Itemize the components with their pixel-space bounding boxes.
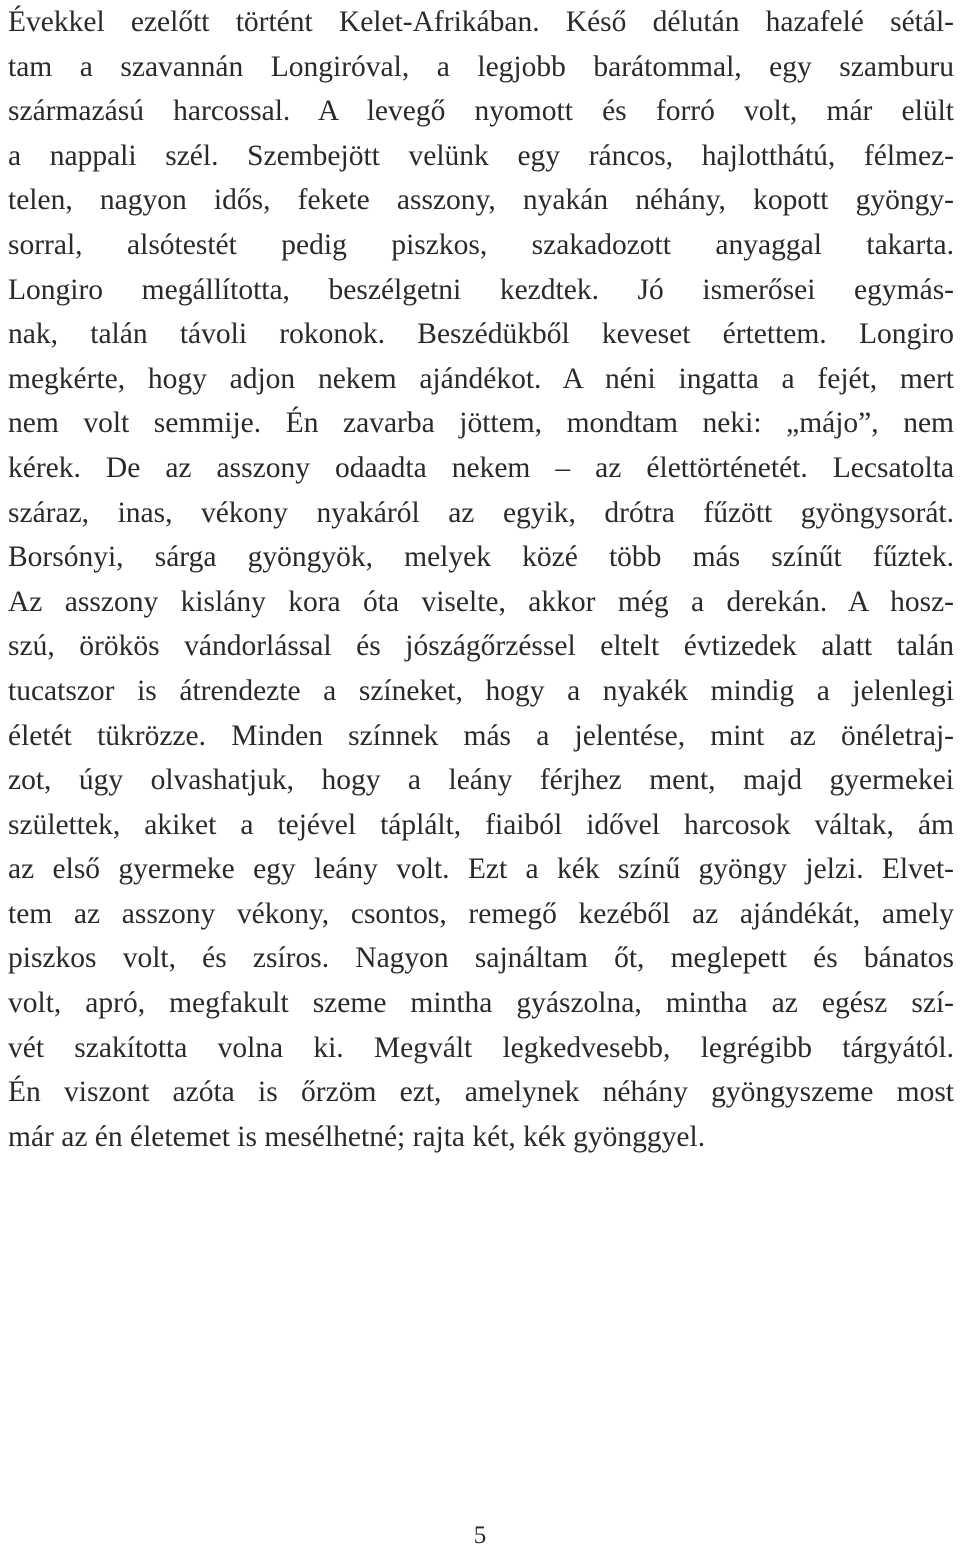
- text-line: Longiro megállította, beszélgetni kezdtek. Jó ismerősei egymás-: [8, 273, 954, 306]
- text-line: kérek. De az asszony odaadta nekem – az élettörténetét. Lecsatolta: [8, 451, 954, 484]
- text-line: születtek, akiket a tejével táplált, fiaiból idővel harcosok váltak, ám: [8, 808, 954, 841]
- text-line: nem volt semmije. Én zavarba jöttem, mondtam neki: „májo”, nem: [8, 407, 954, 440]
- text-line: zot, úgy olvashatjuk, hogy a leány férjhez ment, majd gyermekei: [8, 764, 954, 797]
- text-line: származású harcossal. A levegő nyomott és forró volt, már elült: [8, 95, 954, 128]
- text-line: Borsónyi, sárga gyöngyök, melyek közé több más színűt fűztek.: [8, 541, 954, 574]
- text-line: volt, apró, megfakult szeme mintha gyászolna, mintha az egész szí-: [8, 987, 954, 1020]
- text-line: tam a szavannán Longiróval, a legjobb barátommal, egy szamburu: [8, 50, 954, 83]
- text-line: megkérte, hogy adjon nekem ajándékot. A néni ingatta a fejét, mert: [8, 362, 954, 395]
- text-line: vét szakította volna ki. Megvált legkedvesebb, legrégibb tárgyától.: [8, 1031, 954, 1064]
- text-line: szú, örökös vándorlással és jószágőrzéssel eltelt évtizedek alatt talán: [8, 630, 954, 663]
- text-line: Az asszony kislány kora óta viselte, akkor még a derekán. A hosz-: [8, 585, 954, 618]
- text-line: életét tükrözze. Minden színnek más a jelentése, mint az önéletraj-: [8, 719, 954, 752]
- text-line: az első gyermeke egy leány volt. Ezt a kék színű gyöngy jelzi. Elvet-: [8, 853, 954, 886]
- text-line: már az én életemet is mesélhetné; rajta két, kék gyönggyel.: [8, 1120, 706, 1153]
- text-line: piszkos volt, és zsíros. Nagyon sajnáltam őt, meglepett és bánatos: [8, 942, 954, 975]
- body-text: [8, 0, 954, 1159]
- text-line: nak, talán távoli rokonok. Beszédükből keveset értettem. Longiro: [8, 318, 954, 351]
- text-line: Évekkel ezelőtt történt Kelet-Afrikában. Késő délután hazafelé sétál-: [8, 6, 954, 38]
- text-line: tem az asszony vékony, csontos, remegő kezéből az ajándékát, amely: [8, 897, 954, 930]
- text-line: a nappali szél. Szembejött velünk egy ráncos, hajlotthátú, félmez-: [8, 139, 954, 172]
- text-line: száraz, inas, vékony nyakáról az egyik, drótra fűzött gyöngysorát.: [8, 496, 954, 529]
- text-line: sorral, alsótestét pedig piszkos, szakadozott anyaggal takarta.: [8, 228, 954, 261]
- text-line: telen, nagyon idős, fekete asszony, nyakán néhány, kopott gyöngy-: [8, 184, 954, 217]
- text-line: Én viszont azóta is őrzöm ezt, amelynek néhány gyöngyszeme most: [8, 1076, 954, 1109]
- page-number: 5: [473, 1522, 487, 1549]
- text-line: tucatszor is átrendezte a színeket, hogy a nyakék mindig a jelenlegi: [8, 674, 954, 707]
